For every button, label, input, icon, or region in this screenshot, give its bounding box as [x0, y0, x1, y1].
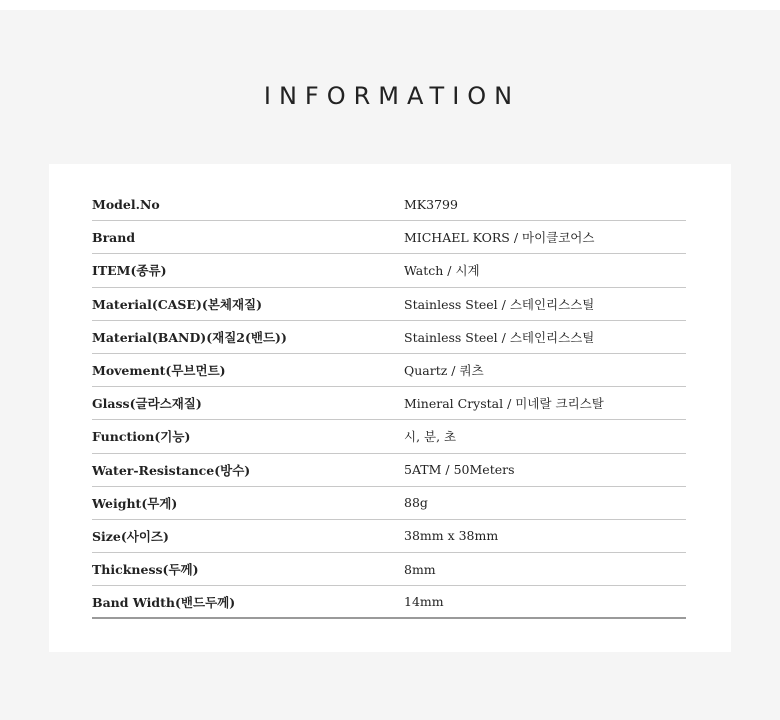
table-row	[92, 188, 686, 221]
table-row	[92, 387, 686, 420]
row-value: 38mm x 38mm	[404, 528, 499, 544]
table-row	[92, 354, 686, 387]
row-label: ITEM(종류)	[92, 263, 167, 279]
spec-table	[92, 188, 686, 619]
row-value: 88g	[404, 495, 428, 511]
row-label: Weight(무게)	[92, 495, 178, 511]
row-value: 시, 분, 초	[404, 429, 457, 445]
table-row	[92, 553, 686, 586]
row-value: Mineral Crystal / 미네랄 크리스탈	[404, 396, 604, 412]
row-value: 14mm	[404, 594, 444, 610]
table-row	[92, 321, 686, 354]
row-label: Model.No	[92, 196, 160, 212]
table-row	[92, 254, 686, 287]
section-heading: INFORMATION	[263, 82, 521, 110]
row-label: Band Width(밴드두께)	[92, 594, 236, 610]
table-row	[92, 487, 686, 520]
row-value: Watch / 시계	[404, 263, 480, 279]
row-label: Thickness(두께)	[92, 562, 199, 578]
table-row	[92, 586, 686, 619]
row-value: 8mm	[404, 561, 436, 577]
row-label: Function(기능)	[92, 429, 191, 445]
row-label: Material(CASE)(본체재질)	[92, 296, 263, 312]
row-value: Quartz / 쿼츠	[404, 363, 484, 379]
row-value: MK3799	[404, 196, 458, 212]
row-label: Movement(무브먼트)	[92, 363, 226, 379]
row-label: Size(사이즈)	[92, 528, 169, 544]
info-card	[49, 164, 731, 652]
page-background	[0, 10, 780, 720]
table-row	[92, 221, 686, 254]
table-row	[92, 288, 686, 321]
row-label: Glass(글라스재질)	[92, 396, 202, 412]
table-row	[92, 454, 686, 487]
row-value: Stainless Steel / 스테인리스스틸	[404, 329, 595, 345]
row-value: Stainless Steel / 스테인리스스틸	[404, 296, 595, 312]
table-row	[92, 520, 686, 553]
row-label: Water-Resistance(방수)	[92, 462, 251, 478]
row-value: 5ATM / 50Meters	[404, 462, 515, 478]
row-label: Material(BAND)(재질2(밴드))	[92, 329, 287, 345]
table-row	[92, 420, 686, 453]
row-value: MICHAEL KORS / 마이클코어스	[404, 230, 595, 246]
row-label: Brand	[92, 229, 136, 245]
